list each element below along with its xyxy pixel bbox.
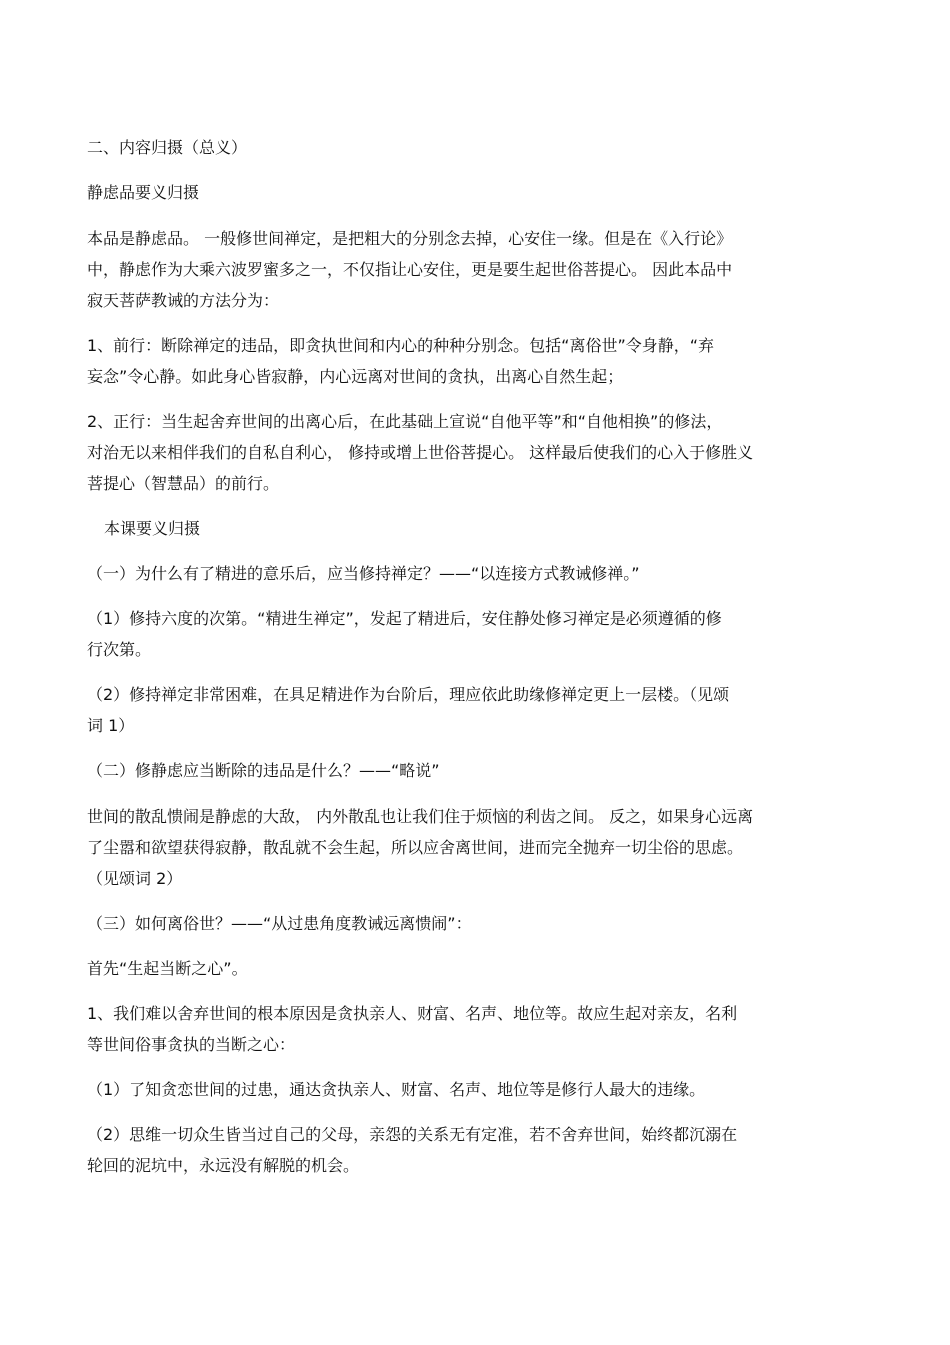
paragraph-line: 1、我们难以舍弃世间的根本原因是贪执亲人、财富、名声、地位等。故应生起对亲友，名利 xyxy=(87,1004,738,1023)
paragraph-line: 轮回的泥坑中，永远没有解脱的机会。 xyxy=(87,1156,360,1175)
paragraph-line: （2）思维一切众生皆当过自己的父母，亲怨的关系无有定准，若不舍弃世间，始终都沉溺在 xyxy=(87,1125,738,1144)
paragraph-line: 寂天菩萨教诫的方法分为： xyxy=(87,291,280,310)
question-heading: （二）修静虑应当断除的违品是什么？——“略说” xyxy=(87,761,440,780)
paragraph-line: 行次第。 xyxy=(87,640,152,659)
subsection-heading: 本课要义归摄 xyxy=(104,519,201,538)
paragraph-line: 妄念”令心静。如此身心皆寂静，内心远离对世间的贪执，出离心自然生起； xyxy=(87,367,624,386)
paragraph-line: 本品是静虑品。 一般修世间禅定，是把粗大的分别念去掉，心安住一缘。但是在《入行论》 xyxy=(87,229,733,248)
paragraph-line: （见颂词 2） xyxy=(87,869,183,888)
paragraph-line: （2）修持禅定非常困难，在具足精进作为台阶后，理应依此助缘修禅定更上一层楼。（见颂 xyxy=(87,685,730,704)
paragraph-line: 对治无以来相伴我们的自私自利心， 修持或增上世俗菩提心。 这样最后使我们的心入于修胜义 xyxy=(87,443,754,462)
subsection-heading: 静虑品要义归摄 xyxy=(87,183,200,202)
paragraph-line: 了尘嚣和欲望获得寂静，散乱就不会生起，所以应舍离世间，进而完全抛弃一切尘俗的思虑。 xyxy=(87,838,744,857)
paragraph-line: 中，静虑作为大乘六波罗蜜多之一，不仅指让心安住，更是要生起世俗菩提心。 因此本品中 xyxy=(87,260,733,279)
paragraph-line: 首先“生起当断之心”。 xyxy=(87,959,248,978)
paragraph-line: 菩提心（智慧品）的前行。 xyxy=(87,474,280,493)
paragraph-line: 词 1） xyxy=(87,716,135,735)
question-heading: （三）如何离俗世？——“从过患角度教诫远离愦闹”： xyxy=(87,914,472,933)
paragraph-line: （1）了知贪恋世间的过患，通达贪执亲人、财富、名声、地位等是修行人最大的违缘。 xyxy=(87,1080,706,1099)
paragraph-line: （1）修持六度的次第。“精进生禅定”，发起了精进后，安住静处修习禅定是必须遵循的修 xyxy=(87,609,722,628)
section-heading: 二、内容归摄（总义） xyxy=(87,138,248,157)
paragraph-line: 等世间俗事贪执的当断之心： xyxy=(87,1035,296,1054)
question-heading: （一）为什么有了精进的意乐后，应当修持禅定？——“以连接方式教诫修禅。” xyxy=(87,564,640,583)
paragraph-line: 世间的散乱愦闹是静虑的大敌， 内外散乱也让我们住于烦恼的利齿之间。 反之，如果身心远离 xyxy=(87,807,754,826)
paragraph-line: 1、前行：断除禅定的违品，即贪执世间和内心的种种分别念。包括“离俗世”令身静，“弃 xyxy=(87,336,715,355)
paragraph-line: 2、正行：当生起舍弃世间的出离心后，在此基础上宣说“自他平等”和“自他相换”的修法， xyxy=(87,412,723,431)
